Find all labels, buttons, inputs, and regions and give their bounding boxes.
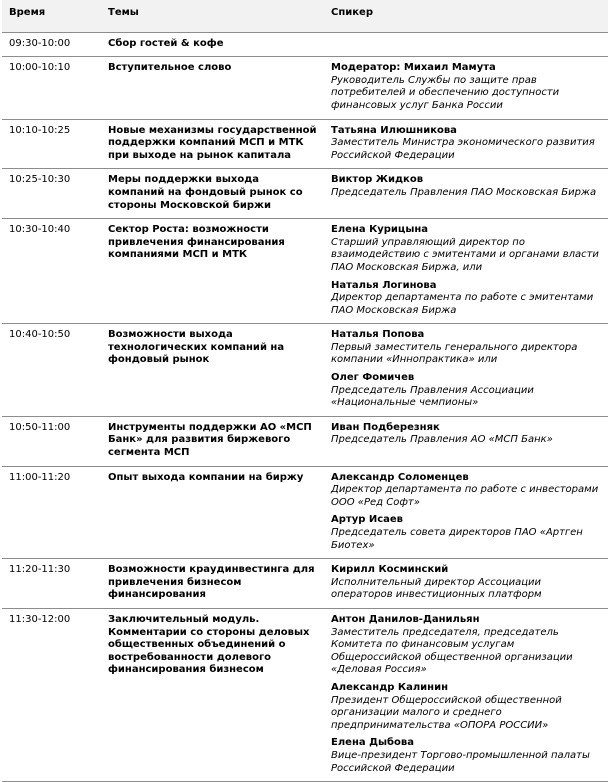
speaker-entry bbox=[331, 514, 602, 552]
speaker-name: Виктор Жидков bbox=[331, 174, 424, 186]
speaker-name: Александр Соломенцев bbox=[331, 471, 469, 483]
agenda-row bbox=[2, 416, 608, 466]
speaker-entry bbox=[331, 224, 602, 274]
row-speakers bbox=[324, 559, 608, 609]
row-topic: Сбор гостей & кофе bbox=[101, 32, 324, 57]
speaker-entry bbox=[331, 372, 602, 410]
row-time: 10:10-10:25 bbox=[2, 119, 101, 169]
row-topic: Сектор Роста: возможности привлечения финансирования компаниями МСП и МТК bbox=[101, 219, 324, 324]
row-speakers bbox=[324, 416, 608, 466]
row-time: 10:25-10:30 bbox=[2, 169, 101, 219]
speaker-name: Елена Дыбова bbox=[331, 737, 414, 749]
row-time: 11:30-12:00 bbox=[2, 608, 101, 781]
speaker-title: Исполнительный директор Ассоциации операторов инвестиционных платформ bbox=[331, 576, 542, 601]
row-time: 11:00-11:20 bbox=[2, 466, 101, 559]
row-speakers bbox=[324, 219, 608, 324]
row-speakers bbox=[324, 169, 608, 219]
speaker-name: Наталья Попова bbox=[331, 329, 425, 341]
speaker-entry bbox=[331, 174, 602, 199]
header-topic: Темы bbox=[101, 0, 324, 32]
agenda-header bbox=[2, 0, 608, 32]
speaker-entry bbox=[331, 329, 602, 367]
row-topic: Возможности выхода технологических компаний на фондовый рынок bbox=[101, 324, 324, 417]
speaker-title: Старший управляющий директор по взаимодействию с эмитентами и органами власти ПАО Московская Биржа, или bbox=[331, 236, 599, 273]
speaker-entry bbox=[331, 564, 602, 602]
speaker-entry bbox=[331, 280, 602, 318]
speaker-title: Председатель совета директоров ПАО «Артген Биотех» bbox=[331, 527, 583, 551]
row-time: 10:00-10:10 bbox=[2, 57, 101, 119]
row-topic: Возможности краудинвестинга для привлечения бизнесом финансирования bbox=[101, 559, 324, 609]
agenda-table bbox=[2, 0, 608, 782]
speaker-name: Артур Исаев bbox=[331, 514, 404, 526]
row-time: 10:40-10:50 bbox=[2, 324, 101, 417]
agenda-row bbox=[2, 57, 608, 119]
speaker-title: Директор департамента по работе с эмитентами ПАО Московская Биржа bbox=[331, 292, 594, 316]
row-time: 11:20-11:30 bbox=[2, 559, 101, 609]
speaker-title: Председатель Правления Ассоциации «Национальные чемпионы» bbox=[331, 384, 534, 409]
speaker-name: Иван Подберезняк bbox=[331, 421, 440, 433]
agenda-row bbox=[2, 608, 608, 781]
row-speakers bbox=[324, 466, 608, 559]
speaker-title: Президент Общероссийской общественной организации малого и среднего предпринимательства «ОПОРА РОССИИ» bbox=[331, 694, 562, 731]
speaker-name: Антон Данилов-Данильян bbox=[331, 613, 480, 625]
speaker-title: Первый заместитель генерального директора компании «Иннопрактика» или bbox=[331, 341, 578, 366]
agenda-row bbox=[2, 169, 608, 219]
speaker-entry bbox=[331, 472, 602, 510]
speaker-entry bbox=[331, 62, 602, 112]
speaker-name: Модератор: Михаил Мамута bbox=[331, 62, 496, 74]
header-speaker: Спикер bbox=[324, 0, 608, 32]
header-row bbox=[2, 0, 608, 32]
row-time: 10:30-10:40 bbox=[2, 219, 101, 324]
agenda-row bbox=[2, 32, 608, 57]
speaker-entry bbox=[331, 422, 602, 447]
row-topic: Меры поддержки выхода компаний на фондовый рынок со стороны Московской биржи bbox=[101, 169, 324, 219]
speaker-title: Заместитель председателя, председатель Комитета по финансовым услугам Общероссийской общественной организации «Деловая Россия» bbox=[331, 626, 573, 676]
speaker-title: Заместитель Министра экономического развития Российской Федерации bbox=[331, 137, 595, 161]
agenda-row bbox=[2, 219, 608, 324]
agenda-body bbox=[2, 32, 608, 782]
speaker-name: Олег Фомичев bbox=[331, 372, 415, 384]
speaker-entry bbox=[331, 682, 602, 732]
header-time: Время bbox=[2, 0, 101, 32]
speaker-entry bbox=[331, 614, 602, 677]
row-topic: Новые механизмы государственной поддержки компаний МСП и МТК при выходе на рынок капитала bbox=[101, 119, 324, 169]
row-topic: Вступительное слово bbox=[101, 57, 324, 119]
speaker-name: Александр Калинин bbox=[331, 681, 449, 693]
speaker-entry bbox=[331, 125, 602, 163]
row-speakers bbox=[324, 324, 608, 417]
speaker-name: Татьяна Илюшникова bbox=[331, 124, 457, 136]
agenda-row bbox=[2, 559, 608, 609]
speaker-name: Наталья Логинова bbox=[331, 279, 437, 291]
agenda-row bbox=[2, 119, 608, 169]
speaker-title: Председатель Правления ПАО Московская Биржа bbox=[331, 186, 597, 198]
agenda-row bbox=[2, 324, 608, 417]
row-time: 09:30-10:00 bbox=[2, 32, 101, 57]
row-topic: Заключительный модуль. Комментарии со стороны деловых общественных объединений о востребованности долевого финансирования бизнесом bbox=[101, 608, 324, 781]
row-speakers bbox=[324, 57, 608, 119]
row-speakers bbox=[324, 119, 608, 169]
speaker-title: Председатель Правления АО «МСП Банк» bbox=[331, 434, 553, 446]
speaker-name: Кирилл Косминский bbox=[331, 564, 449, 576]
speaker-title: Руководитель Службы по защите прав потребителей и обеспечению доступности финансовых услуг Банка России bbox=[331, 74, 560, 111]
speaker-entry bbox=[331, 737, 602, 775]
speaker-title: Директор департамента по работе с инвесторами ООО «Ред Софт» bbox=[331, 484, 599, 508]
speaker-title: Вице-президент Торгово-промышленной палаты Российской Федерации bbox=[331, 749, 590, 774]
row-time: 10:50-11:00 bbox=[2, 416, 101, 466]
row-topic: Инструменты поддержки АО «МСП Банк» для развития биржевого сегмента МСП bbox=[101, 416, 324, 466]
agenda-row bbox=[2, 466, 608, 559]
speaker-name: Елена Курицына bbox=[331, 224, 429, 236]
row-topic: Опыт выхода компании на биржу bbox=[101, 466, 324, 559]
row-speakers bbox=[324, 32, 608, 57]
row-speakers bbox=[324, 608, 608, 781]
